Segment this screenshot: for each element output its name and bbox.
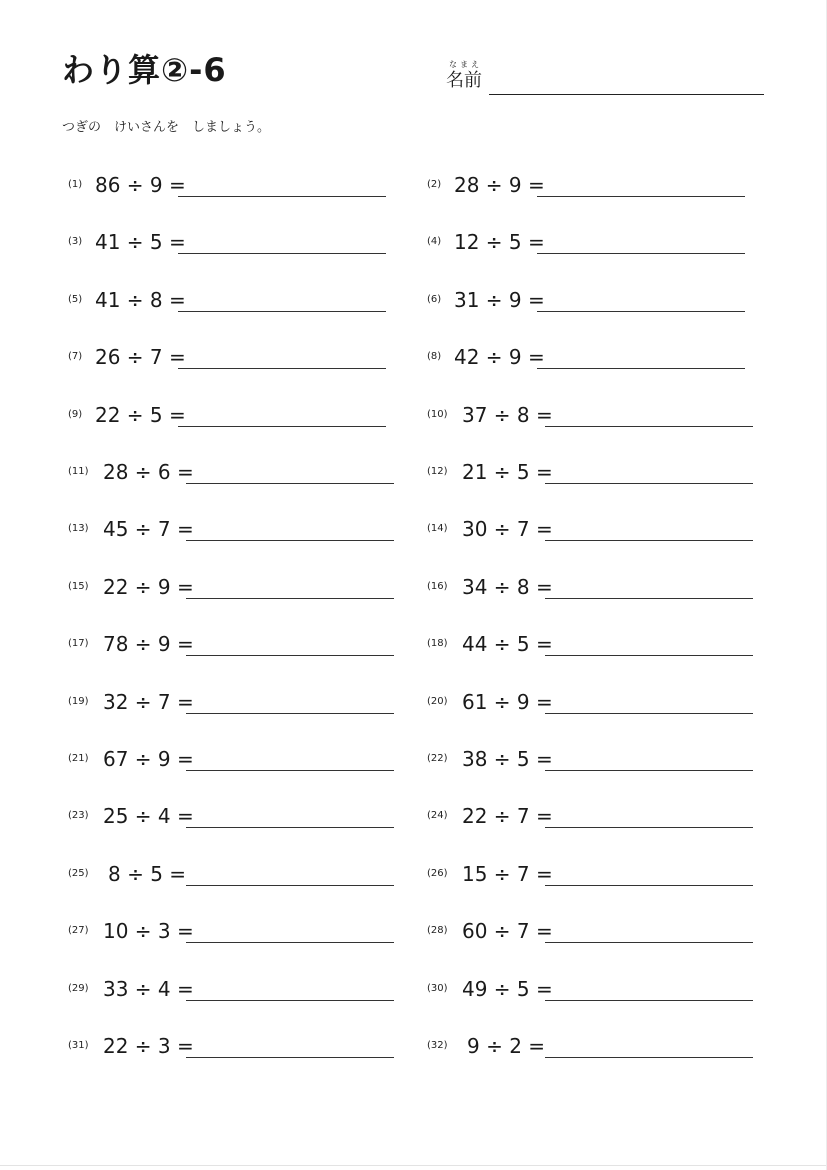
problem-number: (28) bbox=[427, 925, 448, 937]
problem-item bbox=[68, 976, 394, 1006]
problem-expression: 21 ÷ 5 = bbox=[462, 460, 553, 484]
problem-expression: 33 ÷ 4 = bbox=[103, 976, 194, 1001]
problem-item bbox=[427, 861, 753, 891]
problem-item bbox=[427, 402, 753, 432]
problem-number: (11) bbox=[68, 466, 89, 477]
problem-number: (23) bbox=[68, 810, 89, 822]
answer-line[interactable] bbox=[545, 770, 753, 771]
problem-number: (26) bbox=[427, 867, 448, 879]
problem-item bbox=[427, 746, 753, 776]
answer-line[interactable] bbox=[178, 426, 386, 427]
problem-number: (21) bbox=[68, 753, 89, 764]
problem-number: (2) bbox=[427, 179, 442, 190]
problem-item bbox=[427, 459, 753, 489]
problem-expression: 38 ÷ 5 = bbox=[462, 747, 553, 771]
name-label: 名前 bbox=[446, 70, 482, 91]
answer-line[interactable] bbox=[545, 1057, 753, 1058]
problem-number: (5) bbox=[68, 293, 83, 305]
answer-line[interactable] bbox=[545, 713, 753, 714]
problem-expression: 42 ÷ 9 = bbox=[454, 345, 545, 370]
problem-number: (13) bbox=[68, 523, 89, 535]
problem-number: (14) bbox=[427, 523, 448, 535]
answer-line[interactable] bbox=[186, 1057, 394, 1058]
answer-line[interactable] bbox=[186, 655, 394, 656]
problem-number: (19) bbox=[68, 695, 89, 707]
answer-line[interactable] bbox=[186, 598, 394, 599]
problem-item bbox=[427, 803, 753, 833]
answer-line[interactable] bbox=[186, 770, 394, 771]
problem-expression: 12 ÷ 5 = bbox=[454, 230, 545, 255]
problem-number: (15) bbox=[68, 580, 89, 592]
problem-number: (3) bbox=[68, 236, 83, 248]
problem-number: (22) bbox=[427, 753, 448, 764]
answer-line[interactable] bbox=[186, 483, 394, 484]
problem-number: (17) bbox=[68, 638, 89, 650]
answer-line[interactable] bbox=[545, 598, 753, 599]
answer-line[interactable] bbox=[537, 196, 745, 197]
answer-line[interactable] bbox=[545, 942, 753, 943]
problem-number: (18) bbox=[427, 638, 448, 650]
answer-line[interactable] bbox=[178, 253, 386, 254]
problem-expression: 41 ÷ 8 = bbox=[95, 287, 186, 312]
problem-number: (25) bbox=[68, 867, 89, 879]
problem-number: (9) bbox=[68, 408, 83, 420]
instruction-text: つぎの けいさんを しましょう。 bbox=[62, 120, 271, 135]
problem-expression: 32 ÷ 7 = bbox=[103, 689, 194, 714]
answer-line[interactable] bbox=[186, 713, 394, 714]
answer-line[interactable] bbox=[537, 253, 745, 254]
problem-item bbox=[68, 918, 394, 948]
problem-item bbox=[68, 574, 394, 604]
problem-number: (12) bbox=[427, 466, 448, 477]
problem-number: (6) bbox=[427, 293, 442, 305]
problem-number: (20) bbox=[427, 695, 448, 707]
problem-item bbox=[427, 229, 745, 259]
answer-line[interactable] bbox=[545, 1000, 753, 1001]
problem-item bbox=[427, 631, 753, 661]
page-bottom-edge bbox=[0, 1165, 827, 1166]
problem-number: (30) bbox=[427, 982, 448, 994]
problem-item bbox=[68, 689, 394, 719]
name-field bbox=[446, 60, 766, 100]
problem-number: (24) bbox=[427, 810, 448, 822]
problem-item bbox=[427, 918, 753, 948]
problem-item bbox=[427, 689, 753, 719]
problem-expression: 78 ÷ 9 = bbox=[103, 632, 194, 657]
answer-line[interactable] bbox=[186, 1000, 394, 1001]
problem-expression: 10 ÷ 3 = bbox=[103, 919, 194, 944]
problem-item bbox=[68, 746, 394, 776]
page-title: わり算②-6 bbox=[62, 51, 227, 89]
problem-expression: 22 ÷ 5 = bbox=[95, 402, 186, 427]
answer-line[interactable] bbox=[178, 311, 386, 312]
answer-line[interactable] bbox=[545, 483, 753, 484]
problem-item bbox=[68, 631, 394, 661]
problem-expression: 34 ÷ 8 = bbox=[462, 574, 553, 599]
name-ruby: なまえ bbox=[449, 60, 482, 69]
problem-expression: 49 ÷ 5 = bbox=[462, 976, 553, 1001]
problem-number: (27) bbox=[68, 925, 89, 937]
answer-line[interactable] bbox=[545, 426, 753, 427]
problem-item bbox=[427, 287, 745, 317]
problem-expression: 26 ÷ 7 = bbox=[95, 345, 186, 370]
problem-expression: 44 ÷ 5 = bbox=[462, 632, 553, 657]
problem-item bbox=[427, 516, 753, 546]
problem-item bbox=[427, 976, 753, 1006]
problem-expression: 22 ÷ 3 = bbox=[103, 1034, 194, 1058]
answer-line[interactable] bbox=[186, 540, 394, 541]
problem-expression: 41 ÷ 5 = bbox=[95, 230, 186, 255]
problem-number: (7) bbox=[68, 351, 83, 363]
problem-expression: 25 ÷ 4 = bbox=[103, 804, 194, 829]
problem-number: (31) bbox=[68, 1040, 89, 1051]
problem-expression: 45 ÷ 7 = bbox=[103, 517, 194, 542]
problem-item bbox=[68, 1033, 394, 1063]
problem-item bbox=[68, 803, 394, 833]
problem-number: (4) bbox=[427, 236, 442, 248]
problem-expression: 61 ÷ 9 = bbox=[462, 689, 553, 714]
problem-expression: 37 ÷ 8 = bbox=[462, 402, 553, 427]
problem-expression: 22 ÷ 9 = bbox=[103, 574, 194, 599]
answer-line[interactable] bbox=[545, 827, 753, 828]
problem-expression: 28 ÷ 9 = bbox=[454, 173, 545, 197]
problem-expression: 22 ÷ 7 = bbox=[462, 804, 553, 829]
problem-expression: 60 ÷ 7 = bbox=[462, 919, 553, 944]
problem-item bbox=[68, 861, 394, 891]
answer-line[interactable] bbox=[537, 311, 745, 312]
answer-line[interactable] bbox=[186, 942, 394, 943]
problem-number: (16) bbox=[427, 580, 448, 592]
problem-item bbox=[427, 172, 745, 202]
problem-number: (8) bbox=[427, 351, 442, 363]
answer-line[interactable] bbox=[178, 368, 386, 369]
answer-line[interactable] bbox=[545, 885, 753, 886]
problem-item bbox=[68, 459, 394, 489]
problem-item bbox=[68, 172, 386, 202]
problem-item bbox=[68, 344, 386, 374]
problem-item bbox=[427, 574, 753, 604]
problem-item bbox=[68, 402, 386, 432]
answer-line[interactable] bbox=[537, 368, 745, 369]
answer-line[interactable] bbox=[186, 885, 394, 886]
problem-expression: 30 ÷ 7 = bbox=[462, 517, 553, 542]
answer-line[interactable] bbox=[545, 540, 753, 541]
problem-expression: 67 ÷ 9 = bbox=[103, 747, 194, 771]
problem-expression: 9 ÷ 2 = bbox=[467, 1034, 546, 1058]
problem-number: (29) bbox=[68, 982, 89, 994]
problem-item bbox=[427, 1033, 753, 1063]
problem-expression: 31 ÷ 9 = bbox=[454, 287, 545, 312]
problem-expression: 8 ÷ 5 = bbox=[108, 861, 187, 886]
problem-expression: 86 ÷ 9 = bbox=[95, 173, 186, 197]
problem-number: (1) bbox=[68, 179, 83, 190]
problem-number: (32) bbox=[427, 1040, 448, 1051]
name-input-line[interactable] bbox=[489, 94, 764, 95]
answer-line[interactable] bbox=[545, 655, 753, 656]
problem-expression: 15 ÷ 7 = bbox=[462, 861, 553, 886]
problem-expression: 28 ÷ 6 = bbox=[103, 460, 194, 484]
problem-item bbox=[68, 287, 386, 317]
problem-number: (10) bbox=[427, 408, 448, 420]
problem-item bbox=[68, 229, 386, 259]
answer-line[interactable] bbox=[178, 196, 386, 197]
answer-line[interactable] bbox=[186, 827, 394, 828]
problem-item bbox=[68, 516, 394, 546]
problem-item bbox=[427, 344, 745, 374]
